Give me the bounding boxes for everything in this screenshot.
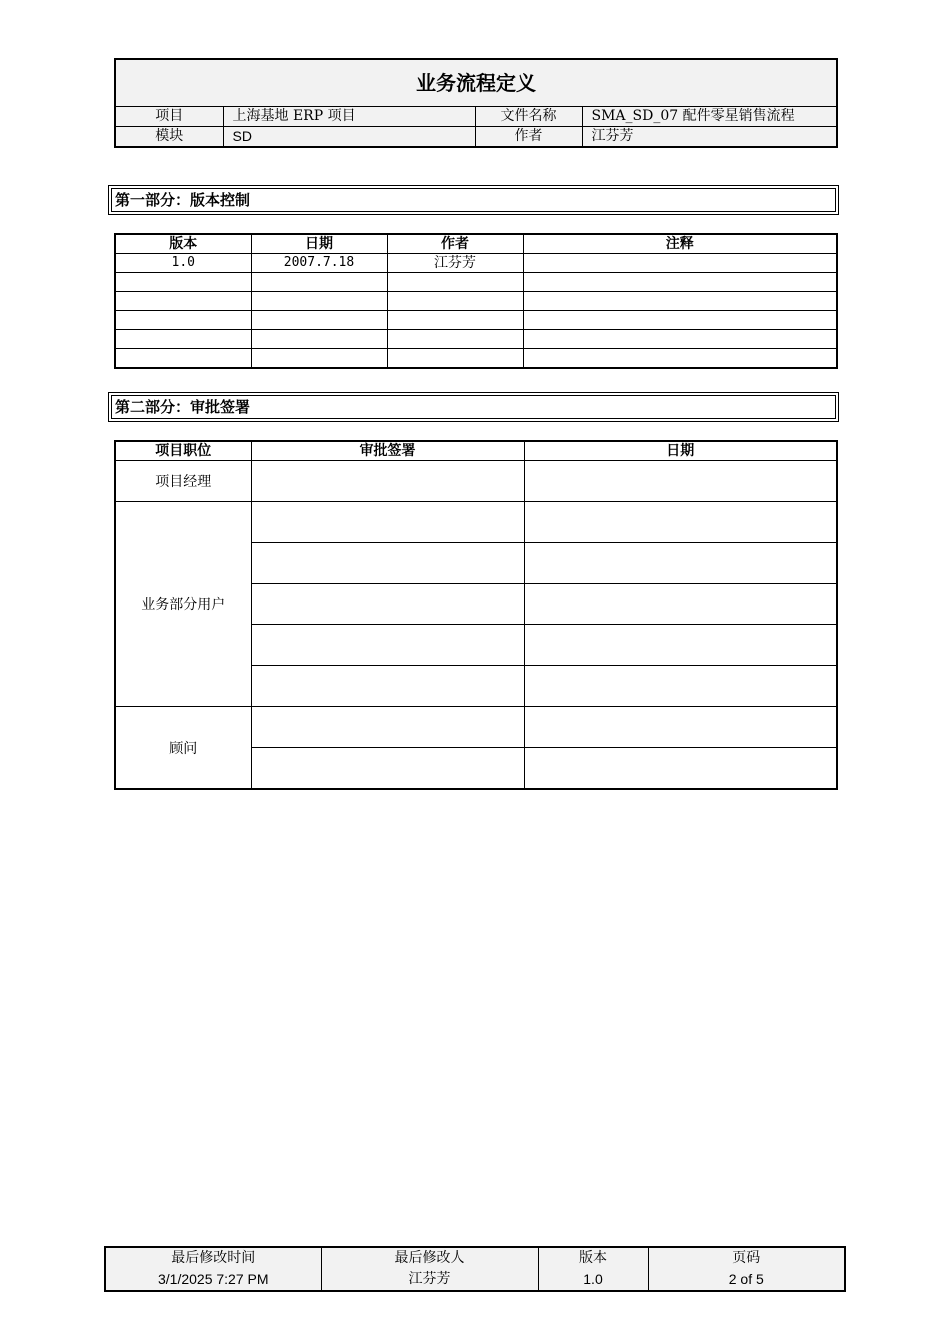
table-row xyxy=(115,349,837,369)
footer-label-last-modified-by: 最后修改人 xyxy=(321,1247,538,1269)
date-cell xyxy=(524,461,837,502)
version-control-table xyxy=(114,233,838,369)
signature-cell xyxy=(251,502,524,543)
document-header xyxy=(114,58,838,148)
cell-author: 江芬芳 xyxy=(387,254,523,273)
table-header-row xyxy=(115,441,837,461)
section-title-approval: 第二部分：审批签署 xyxy=(111,395,836,419)
document-title: 业务流程定义 xyxy=(115,59,837,107)
date-cell xyxy=(524,625,837,666)
column-header-notes: 注释 xyxy=(523,234,837,254)
date-cell xyxy=(524,543,837,584)
table-row xyxy=(115,707,837,748)
cell-date: 2007.7.18 xyxy=(251,254,387,273)
project-label: 项目 xyxy=(115,107,223,127)
project-value: 上海基地 ERP 项目 xyxy=(223,107,475,127)
table-row xyxy=(115,292,837,311)
signature-cell xyxy=(251,461,524,502)
date-cell xyxy=(524,666,837,707)
table-row xyxy=(115,273,837,292)
table-row xyxy=(115,311,837,330)
column-header-role: 项目职位 xyxy=(115,441,251,461)
module-value: SD xyxy=(223,127,475,148)
signature-cell xyxy=(251,584,524,625)
signature-cell xyxy=(251,707,524,748)
filename-value: SMA_SD_07 配件零星销售流程 xyxy=(582,107,837,127)
footer-label-last-modified-time: 最后修改时间 xyxy=(105,1247,321,1269)
footer-value-page: 2 of 5 xyxy=(648,1269,845,1291)
filename-label: 文件名称 xyxy=(475,107,582,127)
footer-value-version: 1.0 xyxy=(538,1269,648,1291)
column-header-author: 作者 xyxy=(387,234,523,254)
signature-cell xyxy=(251,543,524,584)
signature-cell xyxy=(251,625,524,666)
document-footer xyxy=(104,1246,846,1292)
column-header-date: 日期 xyxy=(524,441,837,461)
date-cell xyxy=(524,584,837,625)
signature-cell xyxy=(251,666,524,707)
table-header-row xyxy=(115,234,837,254)
date-cell xyxy=(524,502,837,543)
table-row xyxy=(115,330,837,349)
approval-table xyxy=(114,440,838,790)
footer-label-version: 版本 xyxy=(538,1247,648,1269)
footer-value-last-modified-by: 江芬芳 xyxy=(321,1269,538,1291)
section-title-version-control: 第一部分：版本控制 xyxy=(111,188,836,212)
author-value: 江芬芳 xyxy=(582,127,837,148)
date-cell xyxy=(524,748,837,790)
cell-notes xyxy=(523,254,837,273)
footer-value-last-modified-time: 3/1/2025 7:27 PM xyxy=(105,1269,321,1291)
table-row xyxy=(115,461,837,502)
module-label: 模块 xyxy=(115,127,223,148)
table-row xyxy=(115,254,837,273)
footer-label-page: 页码 xyxy=(648,1247,845,1269)
author-label: 作者 xyxy=(475,127,582,148)
role-business-users: 业务部分用户 xyxy=(115,502,251,707)
date-cell xyxy=(524,707,837,748)
role-consultant: 顾问 xyxy=(115,707,251,790)
column-header-version: 版本 xyxy=(115,234,251,254)
column-header-date: 日期 xyxy=(251,234,387,254)
column-header-signature: 审批签署 xyxy=(251,441,524,461)
table-row xyxy=(115,502,837,543)
signature-cell xyxy=(251,748,524,790)
cell-version: 1.0 xyxy=(115,254,251,273)
role-project-manager: 项目经理 xyxy=(115,461,251,502)
